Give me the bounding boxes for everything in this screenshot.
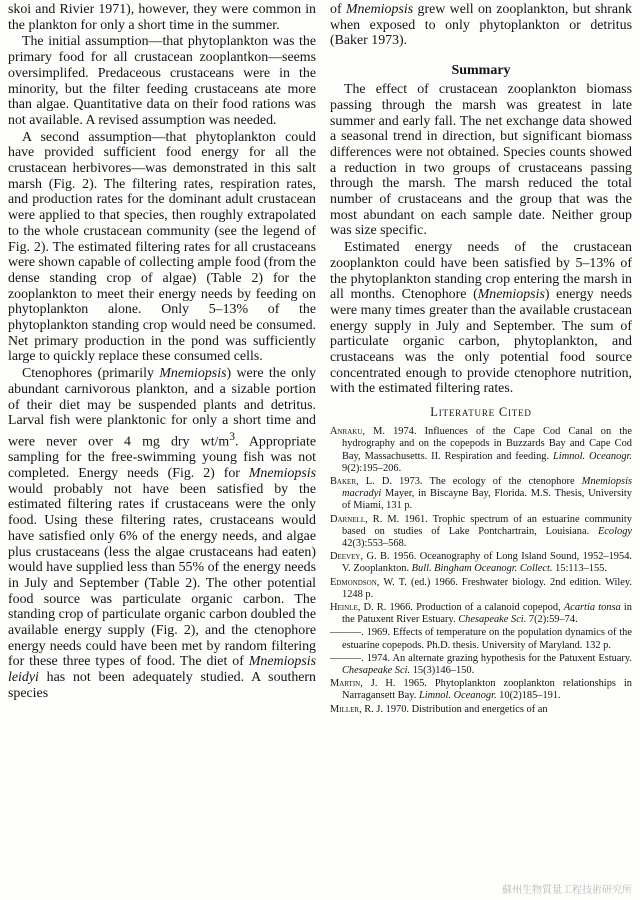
right-column <box>330 2 632 717</box>
watermark: 蘇州生物質量工程技術研究所 <box>502 885 632 896</box>
summary-body <box>330 82 632 397</box>
reference-entry: Miller, R. J. 1970. Distribution and energetics of an <box>330 703 548 715</box>
summary-heading: Summary <box>451 63 511 79</box>
reference-entry: ———. 1974. An alternate grazing hypothesis for the Patuxent Estuary. Chesapeake Sci. 15(3)146–150. <box>330 652 632 677</box>
body-paragraph: The initial assumption—that phytoplankton was the primary food for all crustacean zooplantkon—seems oversimplifed. Predaceous crustaceans were in the minority, but the filter feeding crustaceans ate more than algae. Quantitative data on their food rations was not available. A revised assumption was needed. <box>8 34 316 128</box>
reference-entry: Edmondson, W. T. (ed.) 1966. Freshwater biology. 2nd edition. Wiley. 1248 p. <box>330 576 632 600</box>
body-paragraph: Ctenophores (primarily Mnemiopsis) were the only abundant carnivorous plankton, and a sizable portion of their diet may be suspended plants and detritus. Larval fish were planktonic for only a short time and were never over 4 mg dry $wt/m^3$. Appropriate sampling for the free-swimming young fish was not completed. Energy needs (Fig. 2) for Mnemiopsis would probably not have been satisfied by the estimated filtering rates if crustaceans were the only food. Using these filtering rates, crustaceans would have satisfied only 6% of the energy needs, and algae plus crustaceans (less the algae crustaceans had eaten) would have supplied less than 55% of the energy needs in July and September (Table 2). The other potential food source was particulate organic carbon. The standing crop of particulate organic carbon doubled the available energy supply (Fig. 2), and the ctenophore energy needs could have been met by random filtering for these three types of food. The diet of Mnemiopsis leidyi has not been adequately studied. A southern species <box>8 366 316 701</box>
reference-entry: Anraku, M. 1974. Influences of the Cape Cod Canal on the hydrography and on the copepods in Buzzards Bay and Cape Cod Bay, Massachusetts. II. Respiration and feeding. Limnol. Oceanogr. 9(2):195–206. <box>330 426 632 474</box>
literature-cited-heading: Literature Cited <box>430 405 532 420</box>
continued-text <box>330 2 632 49</box>
reference-entry: Darnell, R. M. 1961. Trophic spectrum of an estuarine community based on studies of Lake Pontchartrain, Louisiana. Ecology 42(3):553–568. <box>330 513 632 549</box>
reference-list <box>330 426 632 716</box>
summary-paragraph: Estimated energy needs of the crustacean zooplankton could have been satisfied by 5–13% of the phytoplankton standing crop entering the marsh in all months. Ctenophore (Mnemiopsis) energy needs were many times greater than the available crustacean energy supply in July and September. The sum of particulate organic carbon, phytoplankton, and crustaceans was the only potential food source concentrated enough to provide ctenophore nutrition, with the estimated filtering rates. <box>330 240 632 397</box>
body-paragraph: of Mnemiopsis grew well on zooplankton, but shrank when exposed to only phytoplankton or detritus (Baker 1973). <box>330 2 632 49</box>
reference-entry: ———. 1969. Effects of temperature on the population dynamics of the estuarine copepods. Ph.D. thesis. University of Maryland. 132 p. <box>330 627 632 651</box>
reference-entry: Deevey, G. B. 1956. Oceanography of Long Island Sound, 1952–1954. V. Zooplankton. Bull. Bingham Oceanogr. Collect. 15:113–155. <box>330 551 632 575</box>
summary-paragraph: The effect of crustacean zooplankton biomass passing through the marsh was greatest in late summer and early fall. The net exchange data showed a seasonal trend in direction, but significant biomass differences were not obtained. Species counts showed a reduction in two groups of crustaceans passing through the marsh. The marsh reduced the total number of crustaceans and the group that was the most abundant on each sample date. Neither group was size specific. <box>330 82 632 239</box>
left-column <box>8 2 316 703</box>
body-paragraph: skoi and Rivier 1971), however, they were common in the plankton for only a short time in the summer. <box>8 2 316 33</box>
reference-entry: Baker, L. D. 1973. The ecology of the ctenophore Mnemiopsis macradyi Mayer, in Biscayne Bay, Florida. M.S. Thesis, University of Miami, 131 p. <box>330 475 633 512</box>
reference-entry: Martin, J. H. 1965. Phytoplankton zooplankton relationships in Narragansett Bay. Limnol. Oceanogr. 10(2)185–191. <box>330 678 633 702</box>
body-paragraph: A second assumption—that phytoplankton could have provided sufficient food energy for all the crustacean herbivores—was demonstrated in this salt marsh (Fig. 2). The filtering rates, respiration rates, and production rates for the dominant adult crustacean were applied to that species, then roughly extrapolated to the whole crustacean community (see the legend of Fig. 2). The estimated filtering rates for all crustaceans were shown capable of collecting ample food (from the dense standing crop of algae) (Table 2) for the zooplankton to meet their energy needs by feeding on phytoplankton alone. Only 5–13% of the phytoplankton standing crop would need be consumed. Net primary production in the pond was sufficiently large to quickly replace these consumed cells. <box>8 129 316 365</box>
reference-entry: Heinle, D. R. 1966. Production of a calanoid copepod, Acartia tonsa in the Patuxent River Estuary. Chesapeake Sci. 7(2):59–74. <box>330 602 633 626</box>
